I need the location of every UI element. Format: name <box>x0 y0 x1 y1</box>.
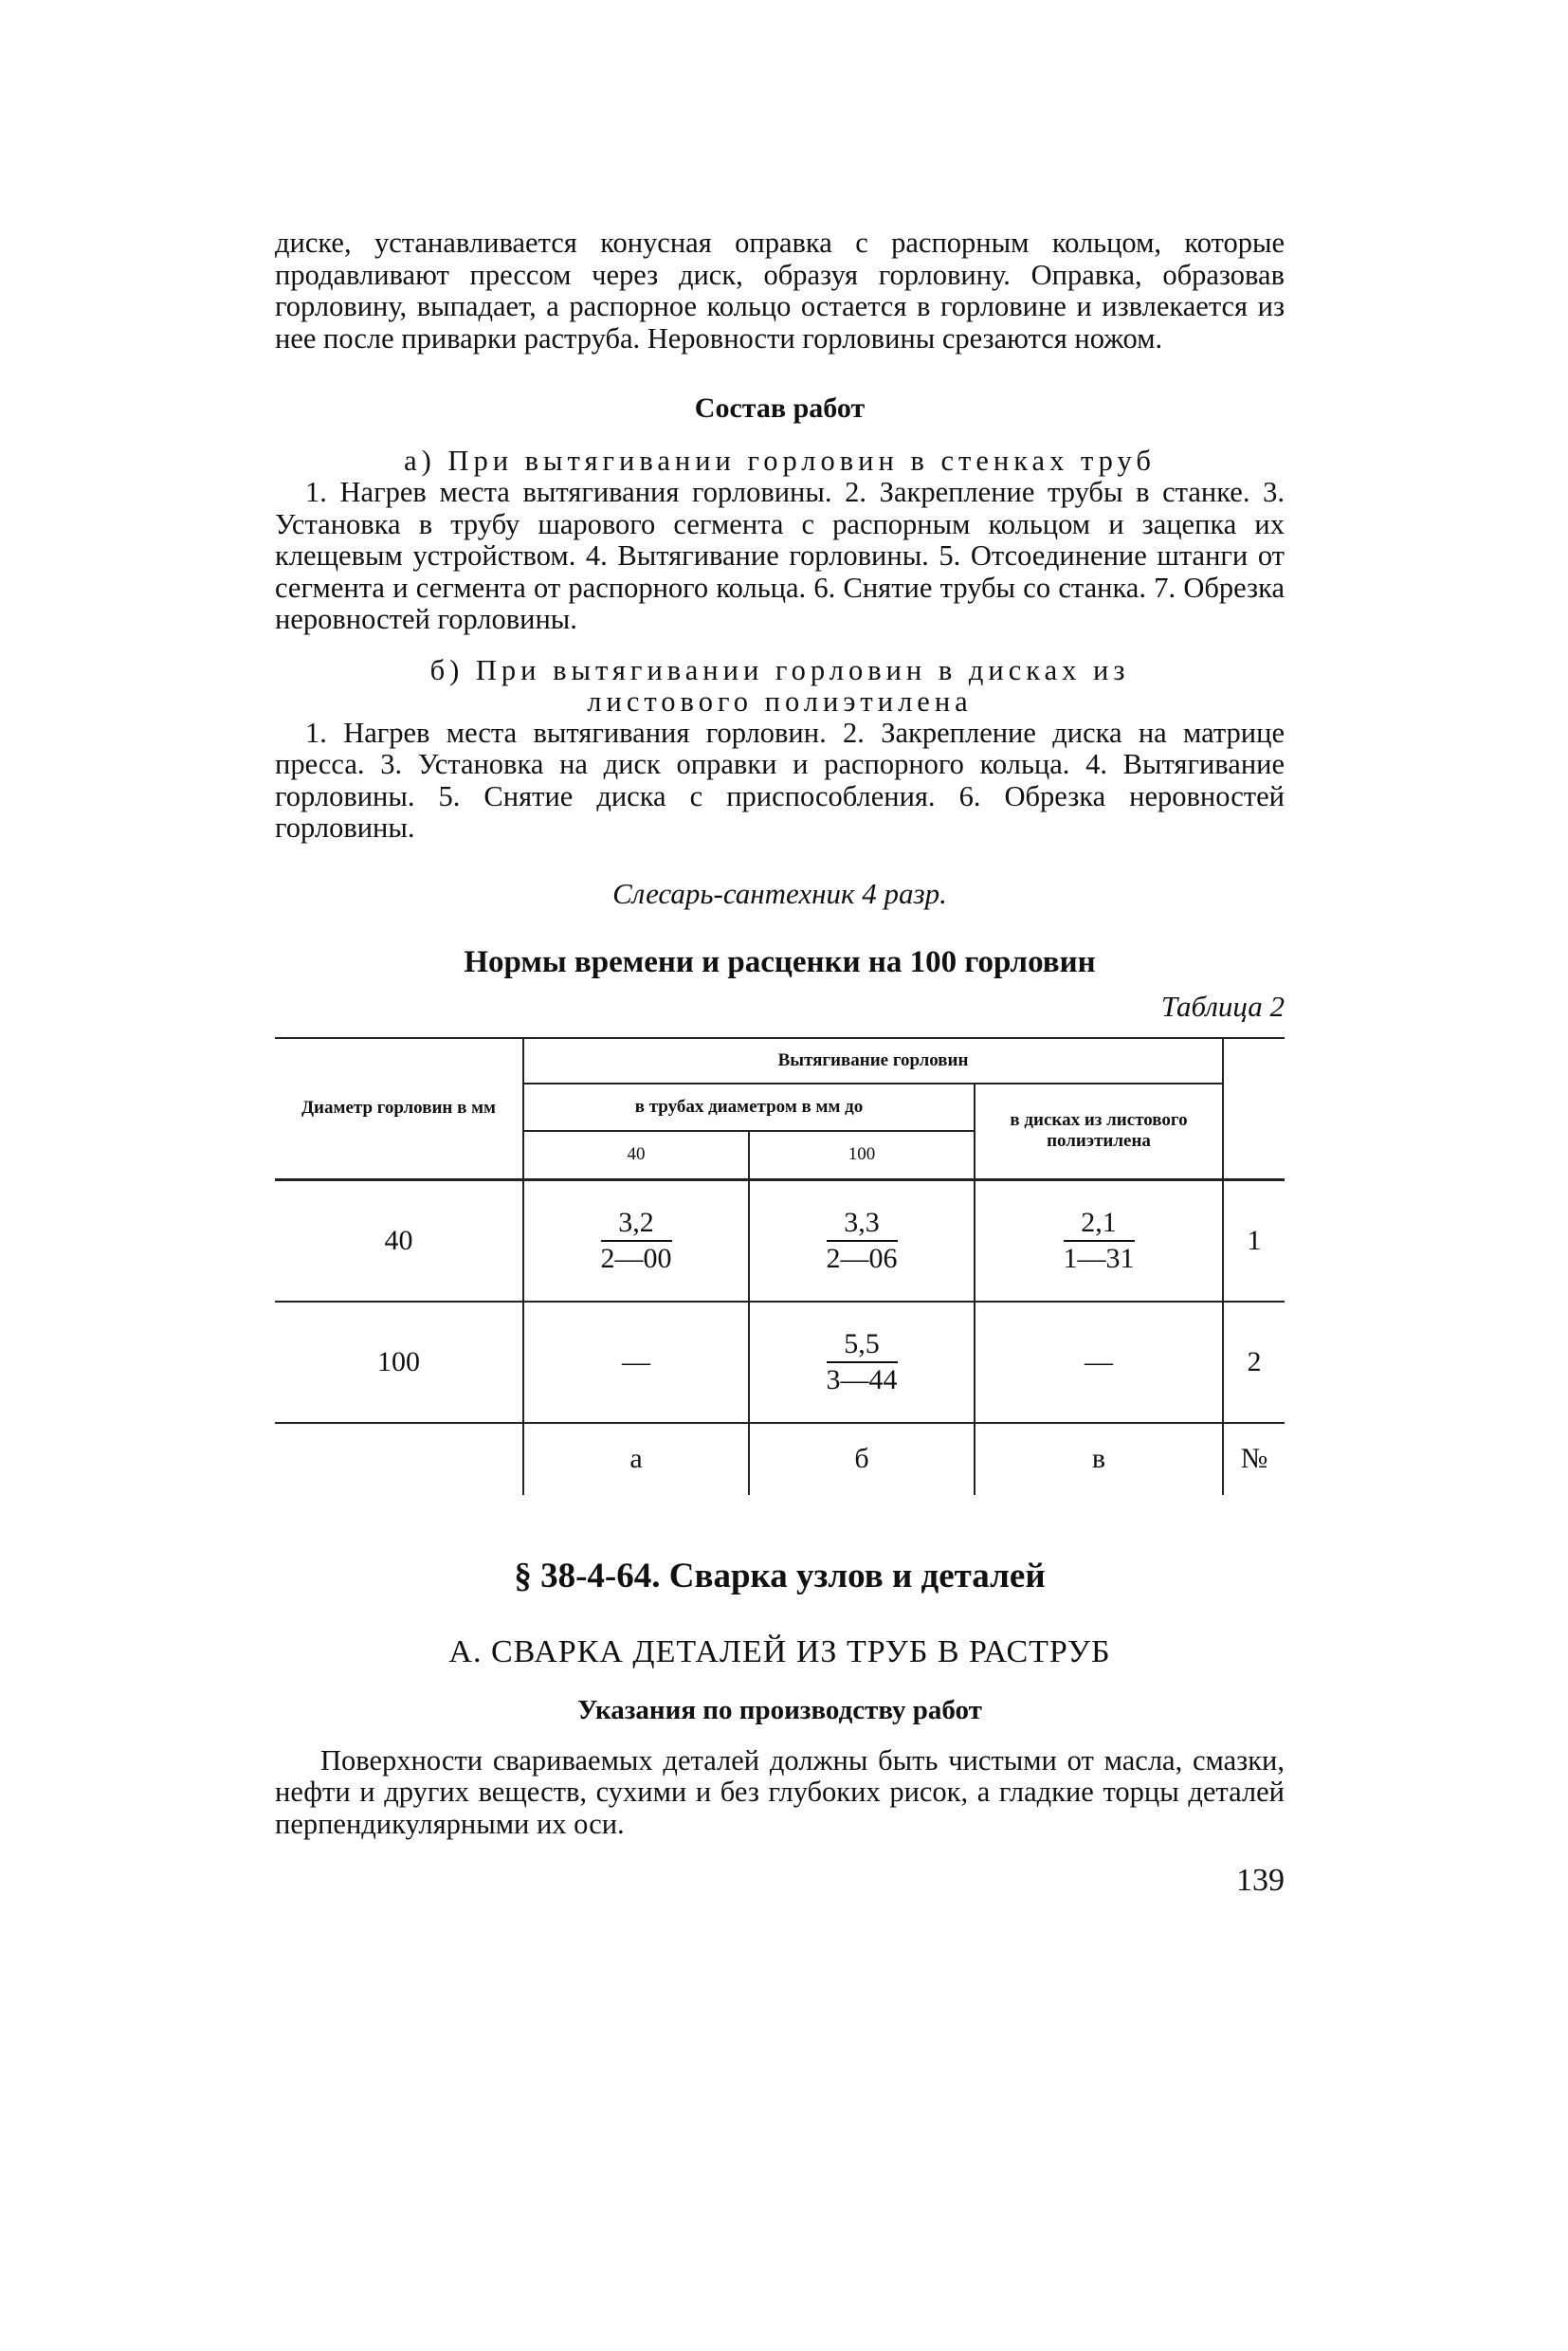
table-row <box>275 1180 1285 1302</box>
row1-diameter: 40 <box>384 1224 413 1256</box>
table-footer-row <box>275 1423 1285 1495</box>
row1-c-rate: 1—31 <box>1063 1242 1135 1274</box>
footer-blank <box>275 1423 523 1495</box>
row1-b-fraction <box>827 1208 898 1274</box>
works-a-text: 1. Нагрев места вытягивания горловины. 2. Закрепление трубы в станке. 3. Установка в трубу шарового сегмента с распорным кольцом и зацепка их клещевым устройством. 4. Вытягивание горловины. 5. Отсоединение штанги от сегмента и сегмента от распорного кольца. 6. Снятие трубы со станка. 7. Обрезка неровностей горловины. <box>275 476 1285 635</box>
section-title: § 38-4-64. Сварка узлов и деталей <box>514 1556 1046 1595</box>
row2-no: 2 <box>1223 1302 1285 1423</box>
instructions-heading: Указания по производству работ <box>577 1694 982 1725</box>
row2-cell-b <box>749 1302 975 1423</box>
footer-a: а <box>523 1423 749 1495</box>
document-page <box>275 228 1285 1899</box>
instructions-text: Поверхности свариваемых деталей должны быть чистыми от масла, смазки, нефти и других веществ, сухими и без глубоких рисок, а гладкие торцы деталей перпендикулярными их оси. <box>275 1743 1285 1840</box>
norms-table <box>275 1037 1285 1495</box>
table-row <box>275 1302 1285 1423</box>
row2-cell-c: — <box>975 1302 1223 1423</box>
row1-b-norm: 3,3 <box>827 1208 898 1242</box>
row1-cell-b <box>749 1180 975 1302</box>
footer-c: в <box>975 1423 1223 1495</box>
row1-c-norm: 2,1 <box>1064 1208 1135 1242</box>
footer-no: № <box>1223 1423 1285 1495</box>
worker-category: Слесарь-сантехник 4 разр. <box>612 876 947 910</box>
page-number: 139 <box>1236 1863 1285 1898</box>
row1-c-fraction <box>1064 1208 1135 1274</box>
row2-b-fraction <box>827 1329 898 1395</box>
col-header-diameter-text: Диаметр горловин в мм <box>301 1098 496 1119</box>
row1-a-fraction <box>601 1208 672 1274</box>
footer-b: б <box>749 1423 975 1495</box>
norms-title: Нормы времени и расценки на 100 горловин <box>464 944 1096 979</box>
subsection-title: А. СВАРКА ДЕТАЛЕЙ ИЗ ТРУБ В РАСТРУБ <box>448 1633 1111 1669</box>
row1-no: 1 <box>1223 1180 1285 1302</box>
row2-b-rate: 3—44 <box>826 1363 898 1395</box>
col-header-pipes-40: 40 <box>523 1131 749 1180</box>
col-header-pipes-100: 100 <box>749 1131 975 1180</box>
works-b-text: 1. Нагрев места вытягивания горловин. 2. Закрепление диска на матрице пресса. 3. Установка на диск оправки и распорного кольца. 4. Вытягивание горловины. 5. Снятие диска с приспособления. 6. Обрезка неровностей горловины. <box>275 716 1285 844</box>
col-header-pipes: в трубах диаметром в мм до <box>523 1084 975 1131</box>
row1-cell-c <box>975 1180 1223 1302</box>
row1-cell-a <box>523 1180 749 1302</box>
col-header-no-blank <box>1223 1038 1285 1180</box>
row1-a-norm: 3,2 <box>601 1208 672 1242</box>
table-label: Таблица 2 <box>1160 989 1285 1023</box>
works-b-heading-line2: листового полиэтилена <box>587 684 973 718</box>
col-header-diameter <box>275 1038 523 1180</box>
works-a-heading: а) При вытягивании горловин в стенках труб <box>404 445 1156 477</box>
row1-a-rate: 2—00 <box>600 1242 672 1274</box>
row1-b-rate: 2—06 <box>826 1242 898 1274</box>
row2-diameter: 100 <box>377 1345 420 1377</box>
intro-paragraph: диске, устанавливается конусная оправка с распорным кольцом, которые продавливают прессом через диск, образуя горловину. Оправка, образовав горловину, выпадает, а распорное кольцо остается в горловине и извлекается из нее после приварки раструба. Неровности горловины срезаются ножом. <box>275 227 1285 355</box>
row2-b-norm: 5,5 <box>827 1329 898 1363</box>
works-b-heading-line1: б) При вытягивании горловин в дисках из <box>429 653 1130 686</box>
col-header-discs: в дисках из листового полиэтилена <box>975 1084 1223 1180</box>
row2-cell-a: — <box>523 1302 749 1423</box>
works-heading: Состав работ <box>694 392 866 424</box>
col-header-group: Вытягивание горловин <box>523 1038 1223 1084</box>
